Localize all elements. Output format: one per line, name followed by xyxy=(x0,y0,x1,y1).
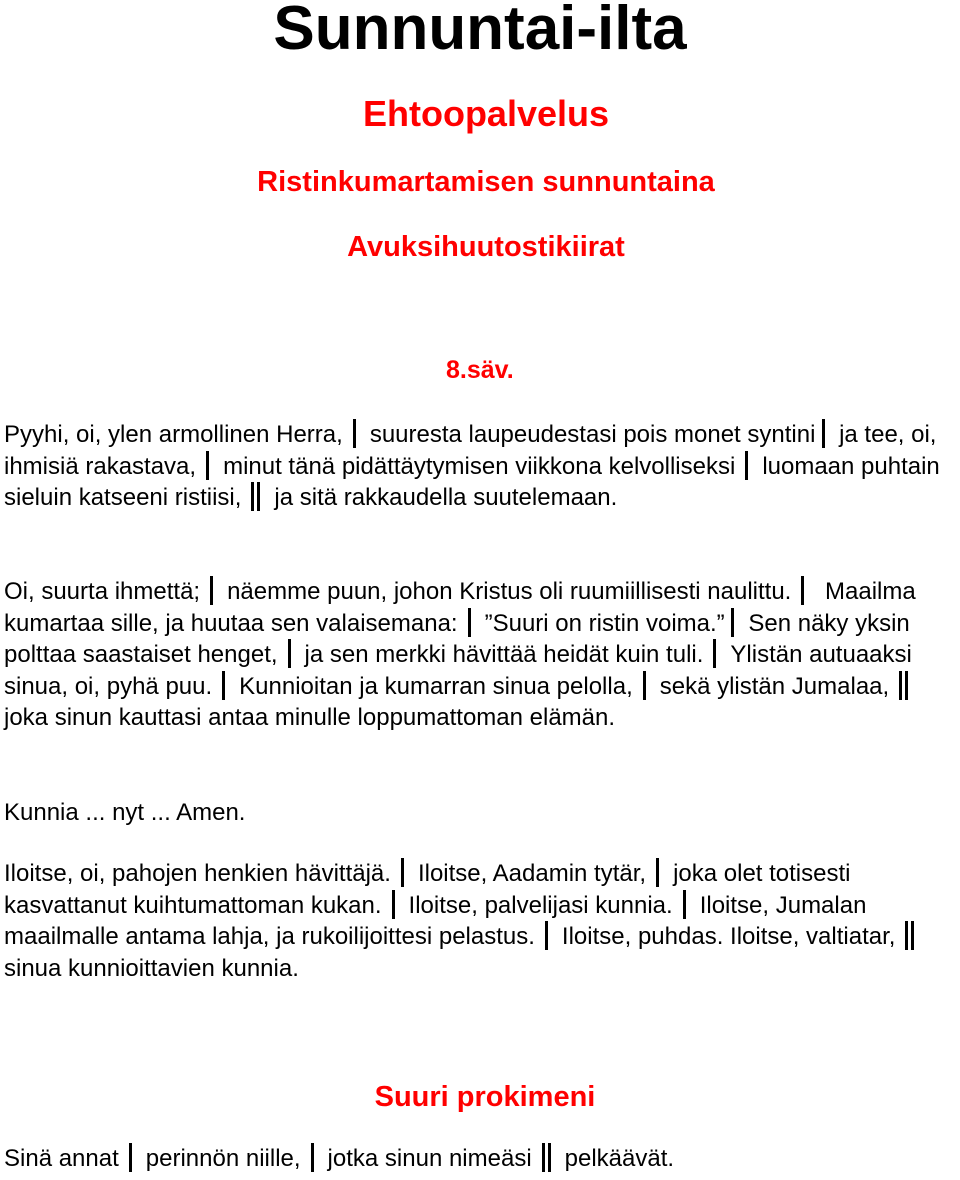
text-segment: joka sinun kauttasi antaa minulle loppumattoman elämän. xyxy=(4,704,616,731)
single-bar-divider xyxy=(353,419,356,448)
text-segment: Iloitse, puhdas. Iloitse, valtiatar, xyxy=(561,923,896,950)
single-bar-divider xyxy=(311,1143,314,1172)
double-bar-divider xyxy=(251,482,260,511)
text-segment: Iloitse, palvelijasi kunnia. xyxy=(408,891,673,919)
text-segment: ja tee, oi, ihmisiä rakastava, xyxy=(4,421,937,480)
text-segment: Kunnioitan ja kumarran sinua pelolla, xyxy=(239,672,633,700)
stichera-paragraph-2 xyxy=(4,576,954,734)
text-segment: Maailma kumartaa sille, ja huutaa sen valaisemana: xyxy=(4,578,916,637)
double-bar-divider xyxy=(542,1143,551,1172)
text-segment: Sinä annat xyxy=(4,1145,119,1172)
single-bar-divider xyxy=(731,608,734,637)
double-bar-divider xyxy=(899,671,908,700)
single-bar-divider xyxy=(656,858,659,887)
text-segment: sekä ylistän Jumalaa, xyxy=(659,672,890,700)
text-segment: jotka sinun nimeäsi xyxy=(327,1145,532,1172)
text-segment: Iloitse, Aadamin tytär, xyxy=(417,860,647,887)
prokeimenon-heading: Suuri prokimeni xyxy=(374,1081,596,1113)
occasion-heading: Ristinkumartamisen sunnuntaina xyxy=(257,166,715,198)
single-bar-divider xyxy=(288,639,291,668)
text-segment: ”Suuri on ristin voima.” xyxy=(484,609,725,637)
text-segment: joka olet totisesti kasvattanut kuihtumattoman kukan. xyxy=(4,860,851,919)
prokeimenon-text xyxy=(4,1143,954,1175)
single-bar-divider xyxy=(206,451,209,480)
text-segment: perinnön niille, xyxy=(145,1145,301,1172)
text-segment: Ylistän autuaaksi sinua, oi, pyhä puu. xyxy=(4,641,912,700)
text-segment: ja sen merkki hävittää heidät kuin tuli. xyxy=(304,641,704,668)
theotokion-paragraph xyxy=(4,858,954,984)
text-segment: näemme puun, johon Kristus oli ruumiillisesti naulittu. xyxy=(227,578,792,605)
text-segment: Pyyhi, oi, ylen armollinen Herra, xyxy=(4,421,343,448)
text-segment: sinua kunnioittavien kunnia. xyxy=(4,954,299,982)
text-segment: minut tänä pidättäytymisen viikkona kelvolliseksi xyxy=(223,452,736,480)
glory-now-line: Kunnia ... nyt ... Amen. xyxy=(4,799,246,826)
double-bar-divider xyxy=(905,921,914,950)
single-bar-divider xyxy=(129,1143,132,1172)
single-bar-divider xyxy=(401,858,404,887)
text-segment: Oi, suurta ihmettä; xyxy=(4,578,201,605)
single-bar-divider xyxy=(643,671,646,700)
tone-label: 8.säv. xyxy=(446,356,514,384)
single-bar-divider xyxy=(683,890,686,919)
text-segment: ja sitä rakkaudella suutelemaan. xyxy=(274,484,618,511)
text-segment: Iloitse, oi, pahojen henkien hävittäjä. xyxy=(4,860,391,887)
single-bar-divider xyxy=(745,451,748,480)
page-title: Sunnuntai-ilta xyxy=(273,0,687,63)
single-bar-divider xyxy=(468,608,471,637)
single-bar-divider xyxy=(713,639,716,668)
stichera-paragraph-1 xyxy=(4,419,954,514)
text-segment: Iloitse, Jumalan maailmalle antama lahja, ja rukoilijoittesi pelastus. xyxy=(4,891,867,950)
single-bar-divider xyxy=(801,576,804,605)
section-heading: Avuksihuutostikiirat xyxy=(347,231,625,263)
single-bar-divider xyxy=(822,419,825,448)
text-segment: suuresta laupeudestasi pois monet syntini xyxy=(369,421,816,448)
single-bar-divider xyxy=(222,671,225,700)
service-heading: Ehtoopalvelus xyxy=(362,93,610,134)
text-segment: Sen näky yksin polttaa saastaiset henget, xyxy=(4,609,910,668)
text-segment: luomaan puhtain sieluin katseeni ristiisi, xyxy=(4,452,940,511)
single-bar-divider xyxy=(210,576,213,605)
single-bar-divider xyxy=(392,890,395,919)
single-bar-divider xyxy=(545,921,548,950)
text-segment: pelkäävät. xyxy=(564,1145,675,1172)
